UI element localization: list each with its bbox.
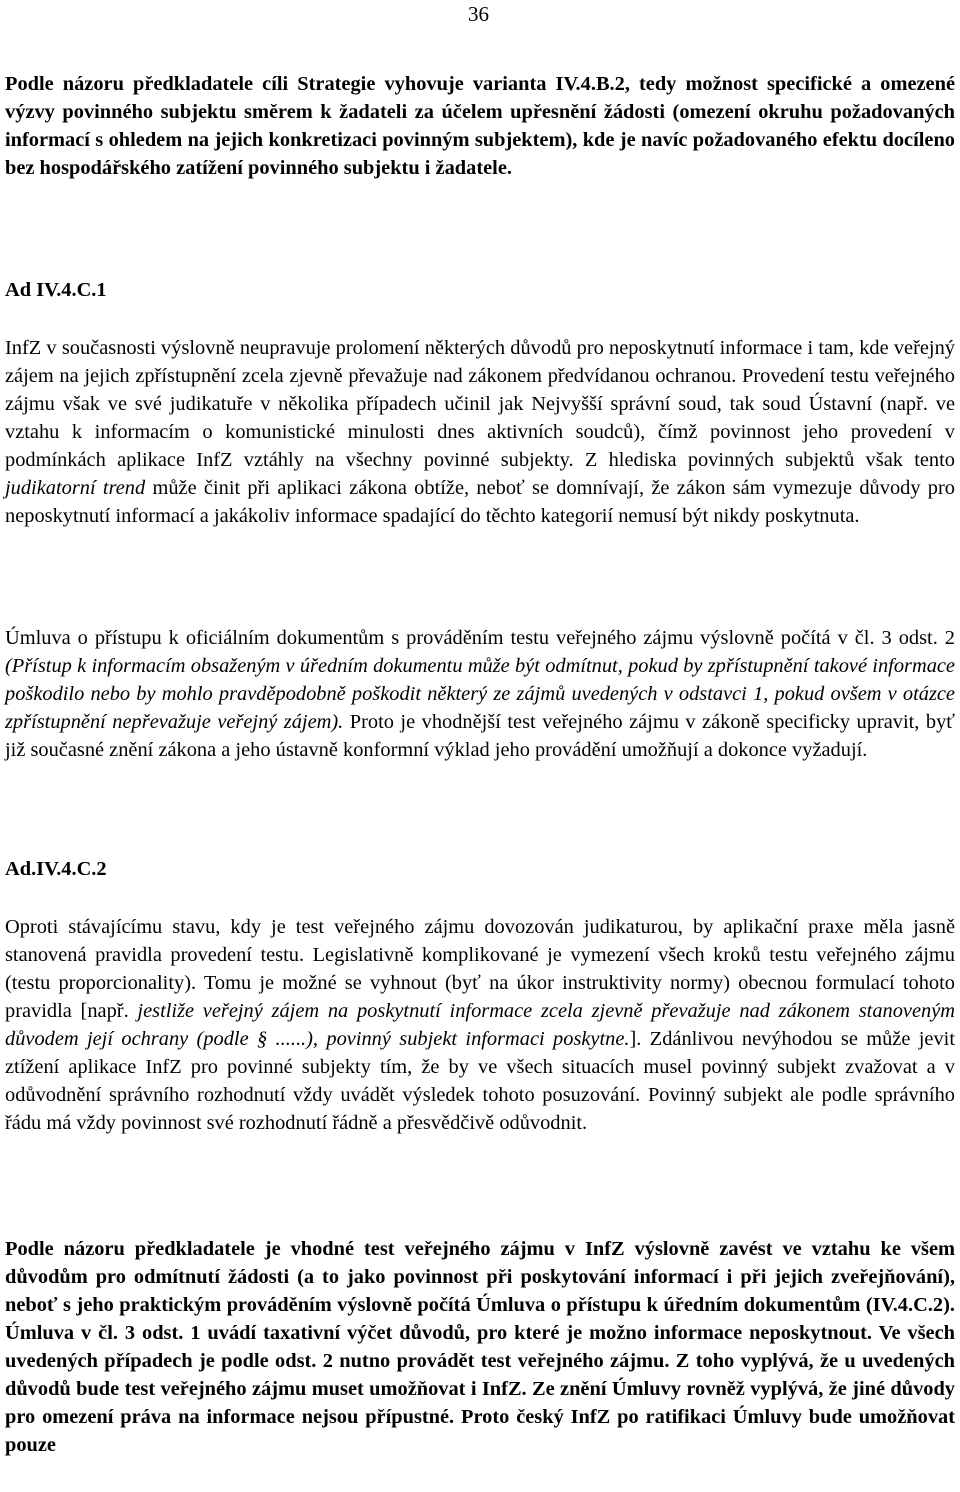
paragraph-conclusion-b2: Podle názoru předkladatele cíli Strategie vyhovuje varianta IV.4.B.2, tedy možnost specifické a omezené výzvy povinného subjektu směrem k žadateli za účelem upřesnění žádosti (omezení okruhu požadovaných informací s ohledem na jejich konkretizaci povinným subjektem), kde je navíc požadovaného efektu docíleno bez hospodářského zatížení povinného subjektu i žadatele. xyxy=(5,73,955,179)
text: může činit při aplikaci zákona obtíže, neboť se domnívají, že zákon sám vymezuje důvody pro neposkytnutí informací a jakákoliv informace spadající do těchto kategorií nemusí být nikdy poskytnuta. xyxy=(5,477,955,527)
heading-ad-iv-4-c-1: Ad IV.4.C.1 xyxy=(5,279,107,301)
text: Oproti stávajícímu stavu, kdy je test veřejného zájmu dovozován judikaturou, by aplikační praxe měla jasně stanovená pravidla provedení testu. Legislativně komplikované je vymezení všech kroků testu veřejného zájmu (testu proporcionality). Tomu je možné se vyhnout (byť na úkor instruktivity normy) obecnou formulací tohoto pravidla [např. xyxy=(5,916,955,1022)
text: Úmluva o přístupu k oficiálním dokumentům s prováděním testu veřejného zájmu výslovně počítá v čl. 3 odst. 2 xyxy=(5,627,955,649)
paragraph-conclusion-c2: Podle názoru předkladatele je vhodné test veřejného zájmu v InfZ výslovně zavést ve vztahu ke všem důvodům pro odmítnutí žádosti (a to jako povinnost při poskytování informací i při jejich zveřejňování), neboť s jeho praktickým prováděním výslovně počítá Úmluva o přístupu k úředním dokumentům (IV.4.C.2). Úmluva v čl. 3 odst. 1 uvádí taxativní výčet důvodů, pro které je možno informace neposkytnout. Ve všech uvedených případech je podle odst. 2 nutno provádět test veřejného zájmu. Z toho vyplývá, že u uvedených důvodů bude test veřejného zájmu muset umožňovat i InfZ. Ze znění Úmluvy rovněž vyplývá, že jiné důvody pro omezení práva na informace nejsou přípustné. Proto český InfZ po ratifikaci Úmluvy bude umožňovat pouze xyxy=(5,1238,955,1456)
text: InfZ v současnosti výslovně neupravuje prolomení některých důvodů pro neposkytnutí informace i tam, kde veřejný zájem na jejich zpřístupnění zcela zjevně převažuje nad zákonem předvídanou ochranou. Provedení testu veřejného zájmu však ve své judikatuře v několika případech učinil jak Nejvyšší správní soud, tak soud Ústavní (např. ve vztahu k informacím o komunistické minulosti dnes aktivních soudců), čímž povinnost jeho provedení v podmínkách aplikace InfZ vztáhly na všechny povinné subjekty. Z hlediska povinných subjektů však tento xyxy=(5,337,955,471)
paragraph-convention xyxy=(5,624,955,764)
paragraph-infz-current-state xyxy=(5,334,955,530)
italic-text: judikatorní trend xyxy=(5,477,146,499)
italic-text: (Přístup k informacím obsaženým v úředním dokumentu může být odmítnut, pokud by zpřístupnění takové informace poškodilo nebo by mohlo pravděpodobně poškodit některý ze zájmů uvedených v odstavci 1, pokud ovšem v otázce zpřístupnění nepřevažuje veřejný zájem). xyxy=(5,655,955,733)
paragraph-test-rules xyxy=(5,913,955,1137)
italic-text: jestliže veřejný zájem na poskytnutí informace zcela zjevně převažuje nad zákonem stanoveným důvodem její ochrany (podle § ......), povinný subjekt informaci poskytne. xyxy=(5,1000,955,1050)
heading-ad-iv-4-c-2: Ad.IV.4.C.2 xyxy=(5,858,107,880)
text: ]. Zdánlivou nevýhodou se může jevit ztížení aplikace InfZ pro povinné subjekty tím, že by ve všech situacích musel povinný subjekt zvažovat a v odůvodnění správního rozhodnutí vždy uvádět výsledek tohoto posuzování. Povinný subjekt ale podle správního řádu má vždy povinnost své rozhodnutí řádně a přesvědčivě odůvodnit. xyxy=(5,1028,955,1134)
text: Proto je vhodnější test veřejného zájmu v zákoně specificky upravit, byť již současné znění zákona a jeho ústavně konformní výklad jeho provádění umožňují a dokonce vyžadují. xyxy=(5,711,955,761)
page-number: 36 xyxy=(468,2,489,26)
